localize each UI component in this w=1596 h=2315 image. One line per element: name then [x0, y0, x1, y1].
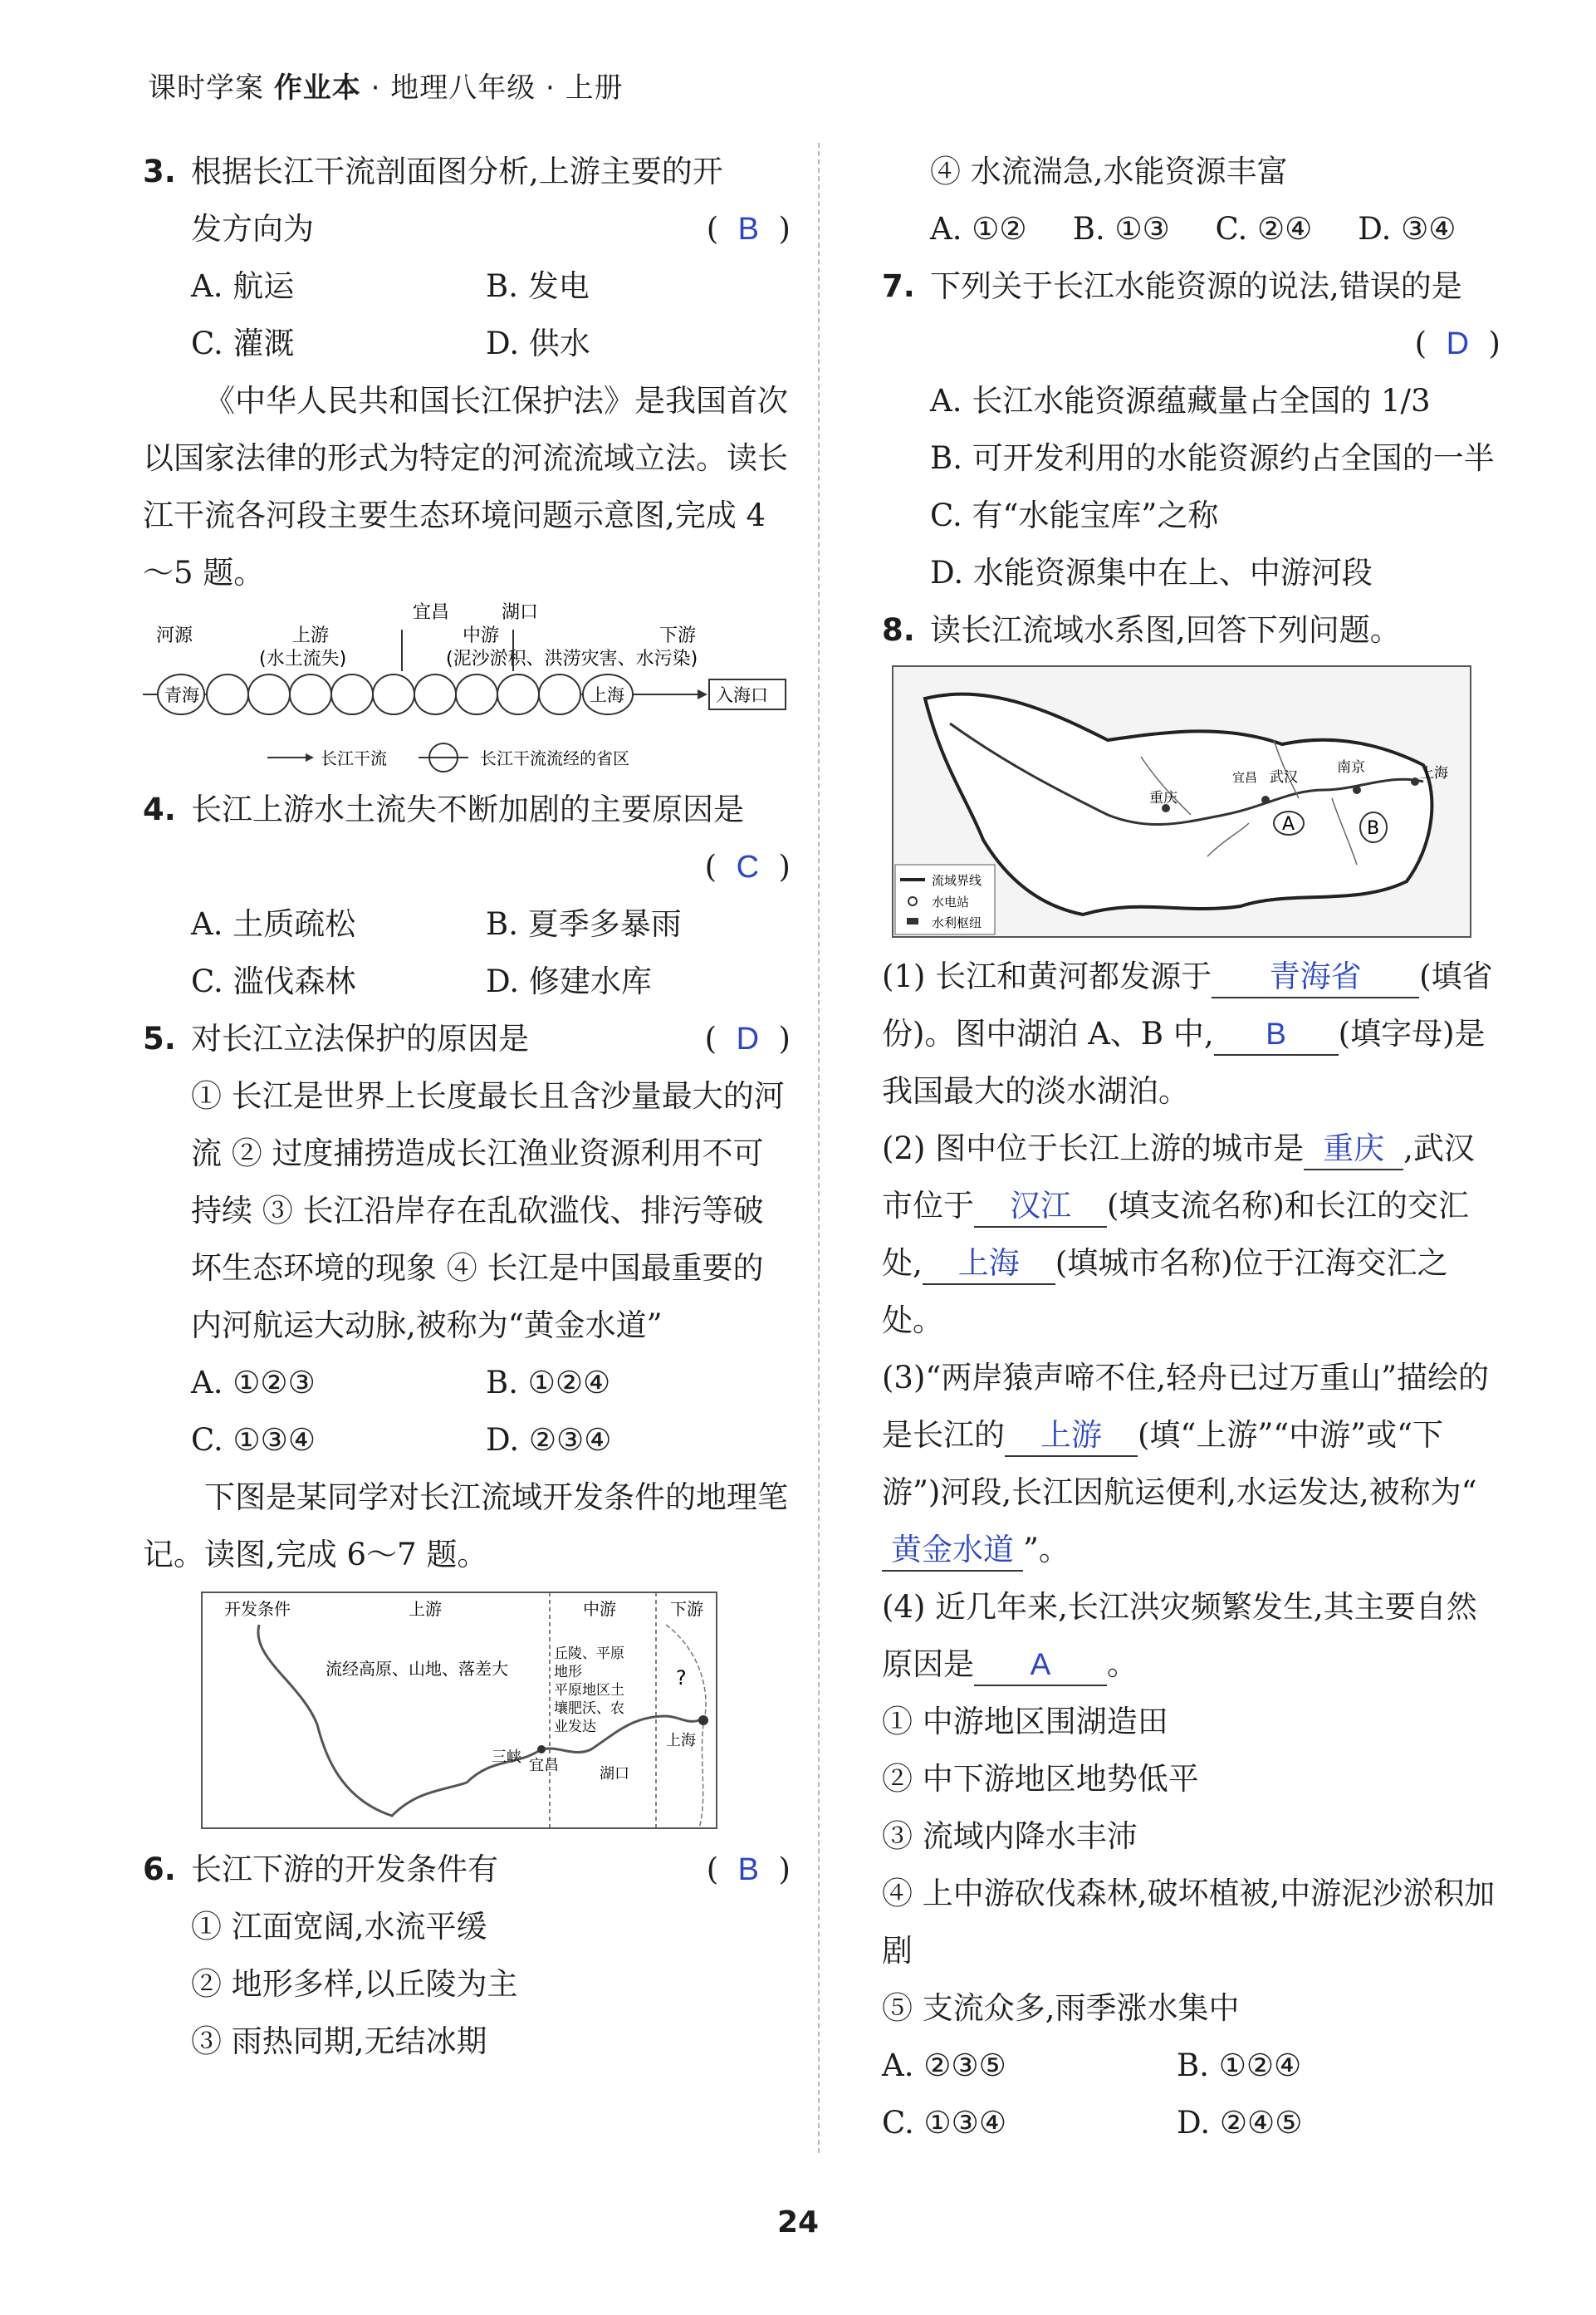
option-a: A. 长江水能资源蕴藏量占全国的 1/3 [930, 383, 1431, 419]
city-dot [1353, 786, 1361, 794]
province-circle [207, 674, 248, 714]
legend-text: 水利枢纽 [932, 915, 982, 930]
series-name: 课时学案 [148, 71, 264, 105]
option-d: D. ③④ [1358, 211, 1456, 247]
question-stem: 对长江立法保护的原因是 [191, 1021, 529, 1057]
city-dot [1411, 777, 1419, 786]
legend-arrow [306, 753, 314, 762]
option-c: C. ①③④ [191, 1422, 316, 1458]
answer-blank: 上海 [923, 1243, 1055, 1285]
item: ② 中下游地区地势低平 [882, 1761, 1199, 1797]
answer-value: C [736, 850, 760, 885]
part-text: (填城市名称)位于江海交汇之处。 [882, 1245, 1448, 1338]
option-d: D. 修建水库 [486, 964, 652, 999]
option-b: B. ①②④ [1177, 2048, 1302, 2083]
part-1 [882, 948, 1501, 1120]
answer-blank: A [974, 1645, 1107, 1686]
option-d: D. ②④⑤ [1177, 2105, 1303, 2141]
part-text: (填省份)。图中湖泊 A、B 中, [882, 959, 1493, 1052]
answer-value: B [737, 212, 760, 247]
label-hukou: 湖口 [600, 1765, 629, 1783]
label-estuary: 入海口 [716, 685, 768, 705]
option-c: C. 有“水能宝库”之称 [930, 498, 1219, 533]
note-middle: 壤肥沃、农 [554, 1700, 624, 1717]
part-text: (填“上游”“中游”或“下游”)河段,长江因航运便利,水运发达,被称为“ [882, 1417, 1477, 1510]
province-circle [497, 674, 539, 714]
col-head: 下游 [670, 1599, 703, 1619]
left-column [143, 143, 791, 2070]
option-c: C. 灌溉 [191, 326, 295, 361]
note-lower: ? [676, 1666, 687, 1690]
part-2 [882, 1120, 1501, 1349]
option-a: A. ②③⑤ [882, 2048, 1006, 2083]
label-a: A [1282, 814, 1295, 835]
option-a: A. 航运 [191, 268, 295, 304]
note-middle: 丘陵、平原 [554, 1646, 624, 1662]
question-4 [143, 781, 791, 1010]
question-number: 4. [143, 792, 176, 827]
option-d: D. 供水 [486, 326, 590, 361]
answer-value: D [1446, 326, 1470, 361]
note-middle: 地形 [554, 1664, 582, 1680]
answer-value: D [736, 1022, 760, 1057]
question-6 [143, 1841, 791, 2070]
hub-icon [907, 918, 918, 925]
city-dot [1261, 796, 1270, 804]
col-head: 中游 [583, 1599, 616, 1619]
answer-paren: ( C ) [704, 849, 791, 885]
item: ① 中游地区围湖造田 [882, 1704, 1168, 1739]
basin-map-svg [892, 665, 1473, 939]
note-middle: 平原地区土 [554, 1682, 624, 1699]
question-number: 5. [143, 1021, 176, 1057]
item: ① 江面宽阔,水流平缓 [191, 1909, 487, 1945]
province-circle [331, 674, 373, 714]
figure-4-5 [143, 601, 791, 781]
question-number: 6. [143, 1852, 176, 1887]
answer-blank: 重庆 [1304, 1129, 1403, 1170]
answer-paren: ( D ) [704, 1021, 791, 1057]
question-8 [882, 601, 1501, 2151]
note-upper: 流经高原、山地、落差大 [326, 1659, 508, 1679]
question-stem: 发方向为 [191, 211, 314, 247]
label-middle: 中游 [463, 625, 500, 646]
answer-blank: 青海省 [1212, 957, 1419, 998]
subject-name: · 地理八年级 · 上册 [370, 71, 624, 105]
label-shanghai: 上海 [590, 685, 624, 705]
part-3 [882, 1349, 1501, 1578]
legend-text: 流域界线 [932, 873, 982, 888]
option-b: B. ①②④ [486, 1365, 611, 1400]
item: ⑤ 支流众多,雨季涨水集中 [882, 1990, 1240, 2026]
question-5 [143, 1010, 791, 1469]
answer-value: B [737, 1852, 760, 1887]
option-b: B. 夏季多暴雨 [486, 906, 682, 942]
city-dot [537, 1745, 546, 1753]
development-notes-map [201, 1592, 732, 1832]
question-6-cont [882, 143, 1501, 257]
option-b: B. ①③ [1072, 211, 1170, 247]
river-problems-diagram [143, 601, 791, 781]
option-b: B. 可开发利用的水能资源约占全国的一半 [930, 440, 1495, 476]
province-circle [414, 674, 456, 714]
label-sanxia: 三峡 [492, 1749, 521, 1766]
answer-paren: ( B ) [706, 1852, 791, 1887]
legend-province: 长江干流流经的省区 [480, 748, 629, 768]
note-middle: 业发达 [554, 1719, 596, 1735]
part-text: (4) 近几年来,长江洪灾频繁发生,其主要自然原因是 [882, 1589, 1477, 1682]
item: ② 地形多样,以丘陵为主 [191, 1966, 518, 2002]
part-text: ,武汉市位于 [882, 1131, 1475, 1224]
label-upper: 上游 [292, 625, 330, 646]
question-number: 7. [882, 268, 915, 304]
answer-blank: 汉江 [974, 1186, 1107, 1228]
legend-text: 水电站 [932, 895, 970, 910]
question-7 [882, 257, 1501, 601]
label-qinghai: 青海 [164, 685, 199, 705]
label-chongqing: 重庆 [1149, 790, 1177, 807]
question-stem: 下列关于长江水能资源的说法,错误的是 [930, 268, 1462, 304]
item: ④ 水流湍急,水能资源丰富 [930, 154, 1288, 189]
label-yichang: 宜昌 [1232, 770, 1258, 785]
question-stem: 根据长江干流剖面图分析,上游主要的开 [191, 154, 723, 189]
item: ③ 流域内降水丰沛 [882, 1818, 1138, 1854]
label-shanghai: 上海 [666, 1732, 696, 1749]
province-circle [248, 674, 290, 714]
part-text: (填字母)是我国最大的淡水湖泊。 [882, 1016, 1486, 1109]
label-hukou: 湖口 [502, 602, 539, 623]
item: ③ 雨热同期,无结冰期 [191, 2023, 487, 2059]
option-d: D. 水能资源集中在上、中游河段 [930, 555, 1373, 591]
label-shanghai: 上海 [1420, 765, 1448, 782]
label-lower: 下游 [659, 625, 697, 646]
option-b: B. 发电 [486, 268, 590, 304]
part-4 [882, 1578, 1501, 1693]
answer-blank: B [1214, 1014, 1339, 1056]
answer-paren: ( D ) [1414, 326, 1501, 361]
col-head: 上游 [409, 1599, 442, 1619]
page-number: 24 [776, 2205, 820, 2239]
option-c: C. ①③④ [882, 2105, 1007, 2141]
page-header [148, 65, 624, 105]
question-stem: 长江上游水土流失不断加剧的主要原因是 [191, 792, 744, 827]
part-text: 。 [1107, 1646, 1138, 1682]
option-a: A. 土质疏松 [191, 906, 356, 942]
answer-blank: 黄金水道 [882, 1530, 1023, 1572]
col-head: 开发条件 [224, 1599, 291, 1619]
book-name: 作业本 [273, 71, 361, 105]
label-nanjing: 南京 [1337, 759, 1365, 776]
legend-mainstream: 长江干流 [321, 748, 387, 768]
province-circle [290, 674, 331, 714]
question-stem: 长江下游的开发条件有 [191, 1852, 498, 1887]
label-source: 河源 [156, 625, 193, 646]
item: ④ 上中游砍伐森林,破坏植被,中游泥沙淤积加剧 [882, 1876, 1496, 1969]
city-dot [698, 1715, 708, 1725]
option-a: A. ①②③ [191, 1365, 316, 1400]
figure-6-7 [143, 1583, 791, 1841]
label-wuhan: 武汉 [1270, 769, 1298, 786]
arrow-head [698, 689, 707, 699]
yangtze-basin-map [882, 659, 1501, 948]
part-text: (3)“两岸猿声啼不住,轻舟已过万重山”描绘的是长江的 [882, 1360, 1490, 1453]
intro-4-5: 《中华人民共和国长江保护法》是我国首次以国家法律的形式为特定的河流流域立法。读长江干流各河段主要生态环境问题示意图,完成 4～5 题。 [143, 383, 788, 591]
part-text: (2) 图中位于长江上游的城市是 [882, 1131, 1305, 1166]
option-c: C. 滥伐森林 [191, 964, 356, 999]
part-text: (1) 长江和黄河都发源于 [882, 959, 1212, 994]
answer-paren: ( B ) [706, 211, 791, 247]
question-number: 3. [143, 154, 176, 189]
question-stem: 读长江流域水系图,回答下列问题。 [930, 612, 1401, 648]
question-3 [143, 143, 791, 372]
label-yichang: 宜昌 [529, 1757, 559, 1774]
province-circle [373, 674, 414, 714]
column-divider [818, 143, 820, 2153]
part-text: ”。 [1023, 1532, 1070, 1567]
province-circle [539, 674, 580, 714]
map-frame [202, 1592, 717, 1828]
label-upper-sub: (水土流失) [259, 649, 347, 669]
question-body: ① 长江是世界上长度最长且含沙量最大的河流 ② 过度捕捞造成长江渔业资源利用不可持续 ③ 长江沿岸存在乱砍滥伐、排污等破坏生态环境的现象 ④ 长江是中国最重要的内河航运大动脉,被称为“黄金水道” [191, 1078, 785, 1343]
label-middle-sub: (泥沙淤积、洪涝灾害、水污染) [446, 649, 698, 669]
question-number: 8. [882, 612, 915, 648]
right-column [882, 143, 1501, 2151]
part-text: (填支流名称)和长江的交汇处, [882, 1188, 1469, 1281]
province-circle [456, 674, 497, 714]
answer-blank: 上游 [1005, 1415, 1138, 1457]
province-circles [158, 674, 633, 714]
label-b: B [1367, 818, 1380, 839]
option-d: D. ②③④ [486, 1422, 612, 1458]
label-yichang: 宜昌 [413, 602, 450, 623]
intro-6-7: 下图是某同学对长江流域开发条件的地理笔记。读图,完成 6～7 题。 [143, 1479, 788, 1572]
option-a: A. ①② [930, 211, 1027, 247]
option-c: C. ②④ [1215, 211, 1313, 247]
